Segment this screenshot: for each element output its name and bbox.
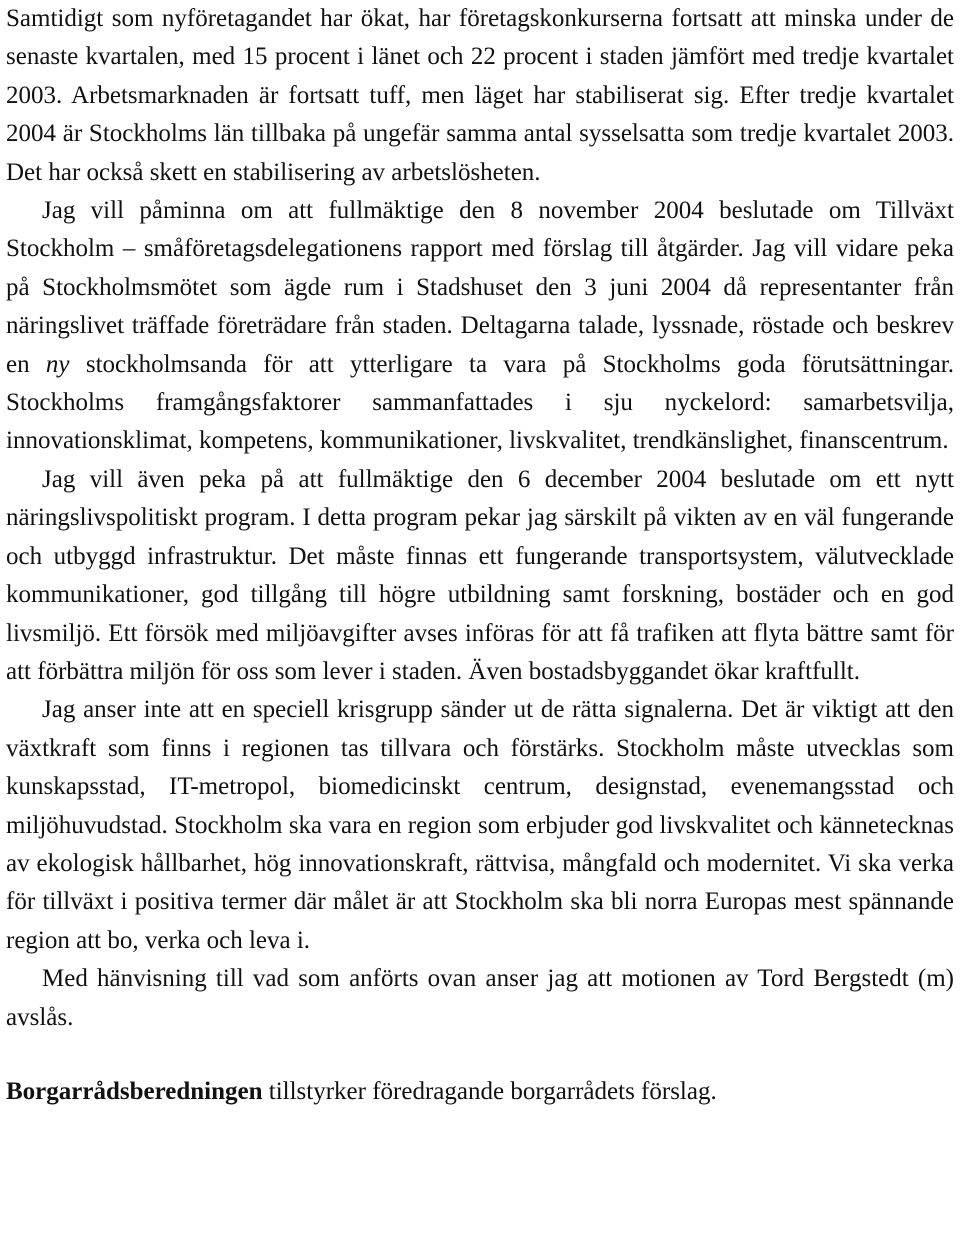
paragraph-1 — [6, 0, 954, 192]
paragraph-text: stockholmsanda för att ytterligare ta vara på Stockholms goda förutsättningar. Stockholms framgångsfaktorer sammanfattades i sju nyckelord: samarbetsvilja, innovationsklimat, kompetens, kommunikationer, livskvalitet, trendkänslighet, finanscentrum. — [6, 350, 954, 455]
paragraph-text: Jag anser inte att en speciell krisgrupp sänder ut de rätta signalerna. Det är viktigt att den växtkraft som finns i regionen tas tillvara och förstärks. Stockholm måste utvecklas som kunskapsstad, IT-metropol, biomedicinskt centrum, designstad, evenemangsstad och miljöhuvudstad. Stockholm ska vara en region som erbjuder god livskvalitet och kännetecknas av ekologisk hållbarhet, hög innovationskraft, rättvisa, mångfald och modernitet. Vi ska verka för tillväxt i positiva termer där målet är att Stockholm ska bli norra Europas mest spännande region att bo, verka och leva i. — [6, 696, 954, 954]
closing-statement — [6, 1073, 954, 1111]
paragraph-2 — [6, 192, 954, 461]
paragraph-5 — [6, 960, 954, 1037]
paragraph-text: Jag vill påminna om att fullmäktige den 8 november 2004 beslutade om Tillväxt Stockholm – småföretagsdelegationens rapport med förslag till åtgärder. Jag vill vidare peka på Stockholmsmötet som ägde rum i Stadshuset den 3 juni 2004 då representanter från näringslivet träffade företrädare från staden. Deltagarna talade, lyssnade, röstade och beskrev en — [6, 197, 954, 378]
paragraph-text: Jag vill även peka på att fullmäktige den 6 december 2004 beslutade om ett nytt näringslivspolitiskt program. I detta program pekar jag särskilt på vikten av en väl fungerande och utbyggd infrastruktur. Det måste finnas ett fungerande transportsystem, välutvecklade kommunikationer, god tillgång till högre utbildning samt forskning, bostäder och en god livsmiljö. Ett försök med miljöavgifter avses införas för att få trafiken att flyta bättre samt för att förbättra miljön för oss som lever i staden. Även bostadsbyggandet ökar kraftfullt. — [6, 465, 954, 685]
italic-word: ny — [45, 350, 70, 378]
spacer — [6, 1037, 954, 1073]
document-page — [6, 0, 954, 1111]
paragraph-3 — [6, 461, 954, 691]
paragraph-text: Samtidigt som nyföretagandet har ökat, har företagskonkurserna fortsatt att minska under de senaste kvartalen, med 15 procent i länet och 22 procent i staden jämfört med tredje kvartalet 2003. Arbetsmarknaden är fortsatt tuff, men läget har stabiliserat sig. Efter tredje kvartalet 2004 är Stockholms län tillbaka på ungefär samma antal sysselsatta som tredje kvartalet 2003. Det har också skett en stabilisering av arbetslösheten. — [6, 5, 954, 186]
paragraph-text: Med hänvisning till vad som anförts ovan anser jag att motionen av Tord Bergstedt (m) avslås. — [6, 965, 954, 1031]
paragraph-4 — [6, 691, 954, 960]
closing-bold-label: Borgarrådsberedningen — [6, 1077, 263, 1105]
closing-text: tillstyrker föredragande borgarrådets förslag. — [262, 1077, 717, 1105]
